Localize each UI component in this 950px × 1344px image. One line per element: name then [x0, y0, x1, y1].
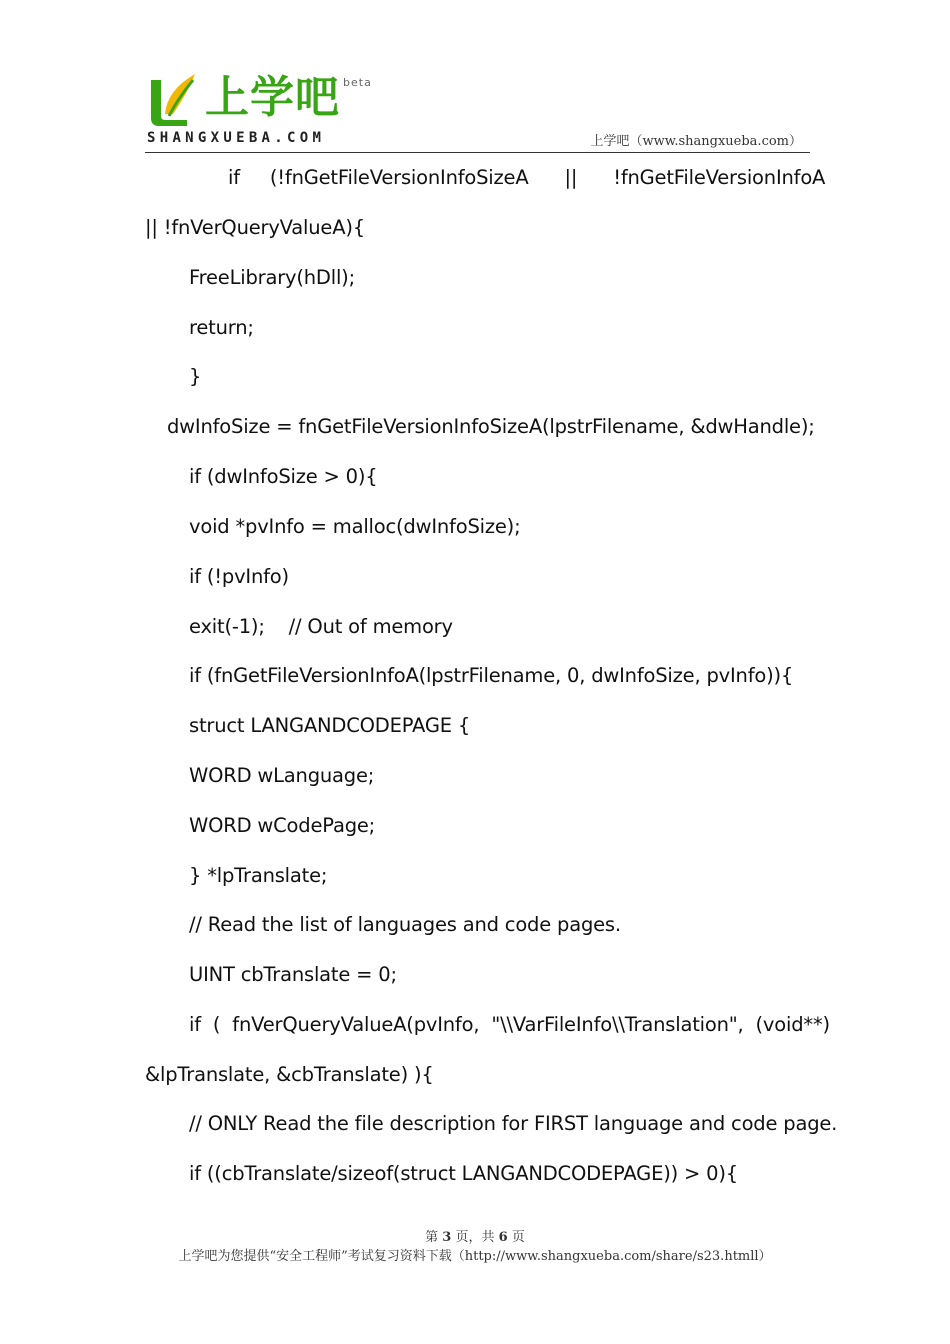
- code-line: // ONLY Read the file description for FIRST language and code page.: [189, 1112, 838, 1135]
- code-line: WORD wCodePage;: [189, 814, 376, 837]
- code-line: WORD wLanguage;: [189, 764, 375, 787]
- code-line: struct LANGANDCODEPAGE {: [189, 714, 471, 737]
- code-line: if (fnGetFileVersionInfoA(lpstrFilename, 0, dwInfoSize, pvInfo)){: [189, 664, 794, 687]
- code-line: &lpTranslate, &cbTranslate) ){: [145, 1063, 434, 1086]
- page-mid: 页，共: [455, 1230, 495, 1245]
- logo-beta-label: beta: [343, 76, 372, 89]
- code-line: if ( fnVerQueryValueA(pvInfo, "\\VarFileInfo\\Translation", (void**): [189, 1013, 830, 1036]
- page-suffix: 页: [511, 1230, 525, 1245]
- code-line: if ((cbTranslate/sizeof(struct LANGANDCODEPAGE)) > 0){: [189, 1162, 738, 1185]
- code-line: if (!pvInfo): [189, 565, 289, 588]
- code-line: if (!fnGetFileVersionInfoSizeA || !fnGetFileVersionInfoA: [228, 166, 826, 189]
- code-line: exit(-1); // Out of memory: [189, 615, 453, 638]
- header-site-link[interactable]: 上学吧（www.shangxueba.com）: [590, 134, 802, 149]
- footer-download-note[interactable]: 上学吧为您提供“安全工程师”考试复习资料下载（http://www.shangxueba.com/share/s23.htmll）: [178, 1249, 772, 1264]
- code-line: dwInfoSize = fnGetFileVersionInfoSizeA(lpstrFilename, &dwHandle);: [167, 415, 815, 438]
- header-divider: [145, 152, 810, 153]
- logo-text-cn: 上学吧: [205, 72, 340, 123]
- code-line: void *pvInfo = malloc(dwInfoSize);: [189, 515, 521, 538]
- code-line: }: [189, 365, 202, 388]
- code-line: || !fnVerQueryValueA){: [145, 216, 365, 239]
- page-prefix: 第: [425, 1230, 439, 1245]
- code-line: UINT cbTranslate = 0;: [189, 963, 397, 986]
- leaf-logo-icon: [147, 70, 201, 126]
- code-line: return;: [189, 316, 254, 339]
- code-line: FreeLibrary(hDll);: [189, 266, 355, 289]
- page-number: [0, 1226, 950, 1245]
- page-header: [145, 66, 810, 154]
- code-line: } *lpTranslate;: [189, 864, 328, 887]
- page-current: 3: [442, 1230, 452, 1245]
- code-line: // Read the list of languages and code pages.: [189, 913, 621, 936]
- logo-text-en: SHANGXUEBA.COM: [147, 130, 326, 146]
- site-logo[interactable]: [145, 66, 385, 150]
- code-line: if (dwInfoSize > 0){: [189, 465, 378, 488]
- page-total: 6: [498, 1230, 508, 1245]
